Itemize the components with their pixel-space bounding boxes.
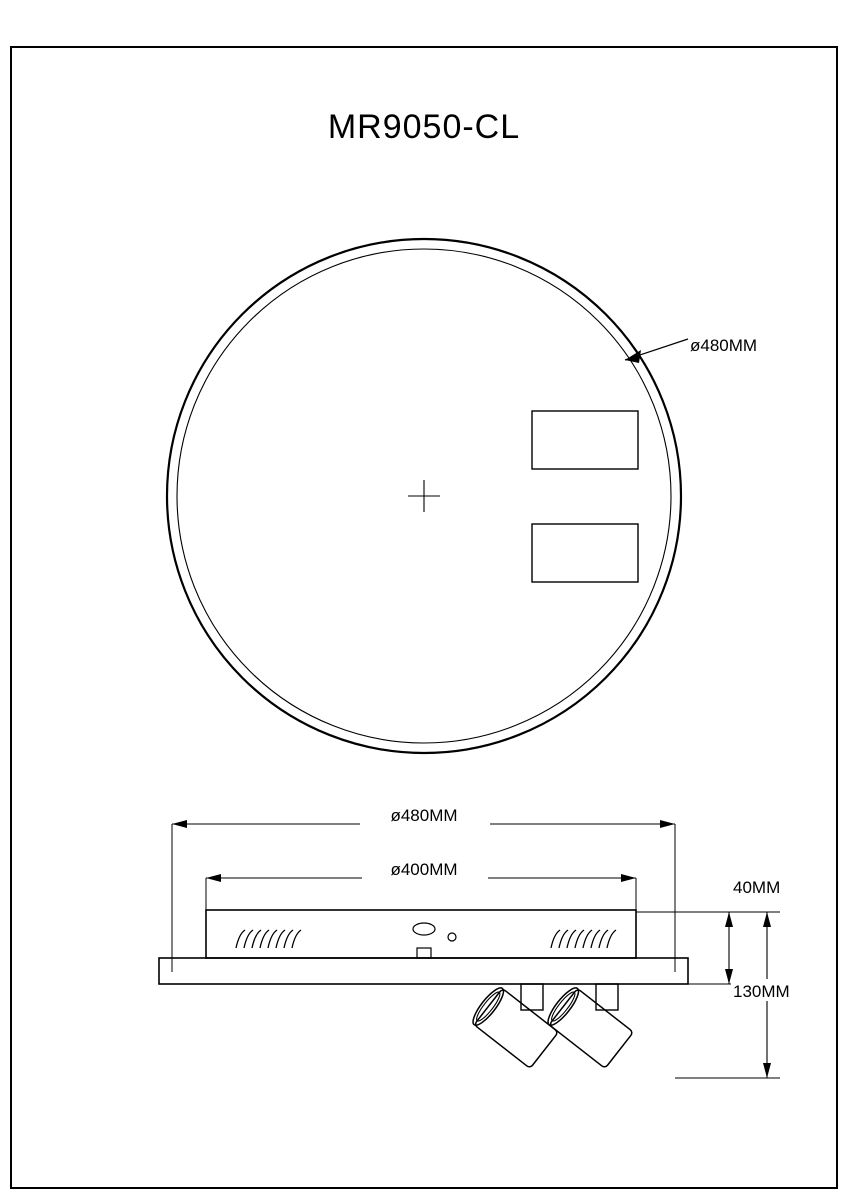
page-title: MR9050-CL	[327, 108, 521, 146]
center-mark-icon	[408, 480, 440, 512]
side-inner-diameter-label: ø400MM	[390, 860, 458, 879]
spotlight-right	[544, 984, 634, 1068]
sensor-oval	[413, 923, 435, 935]
plan-view	[167, 239, 757, 753]
sensor-dot	[448, 933, 456, 941]
total-height-label: 130MM	[733, 982, 790, 1001]
body-height-label: 40MM	[733, 878, 781, 897]
plan-diameter-label: ø480MM	[690, 336, 758, 355]
side-elevation	[159, 805, 813, 1078]
vent-slots-right	[551, 930, 616, 948]
dim-inner-400	[206, 859, 636, 912]
module-rect-lower	[532, 524, 638, 582]
vent-slots-left	[236, 930, 301, 948]
module-rect-upper	[532, 411, 638, 469]
dim-height-130	[675, 912, 813, 1078]
spotlight-left	[469, 984, 559, 1068]
dim-height-40	[636, 876, 793, 984]
body-notch	[417, 948, 431, 958]
drawing-frame	[11, 47, 837, 1188]
side-outer-diameter-label: ø480MM	[390, 806, 458, 825]
base-plate	[159, 958, 688, 984]
